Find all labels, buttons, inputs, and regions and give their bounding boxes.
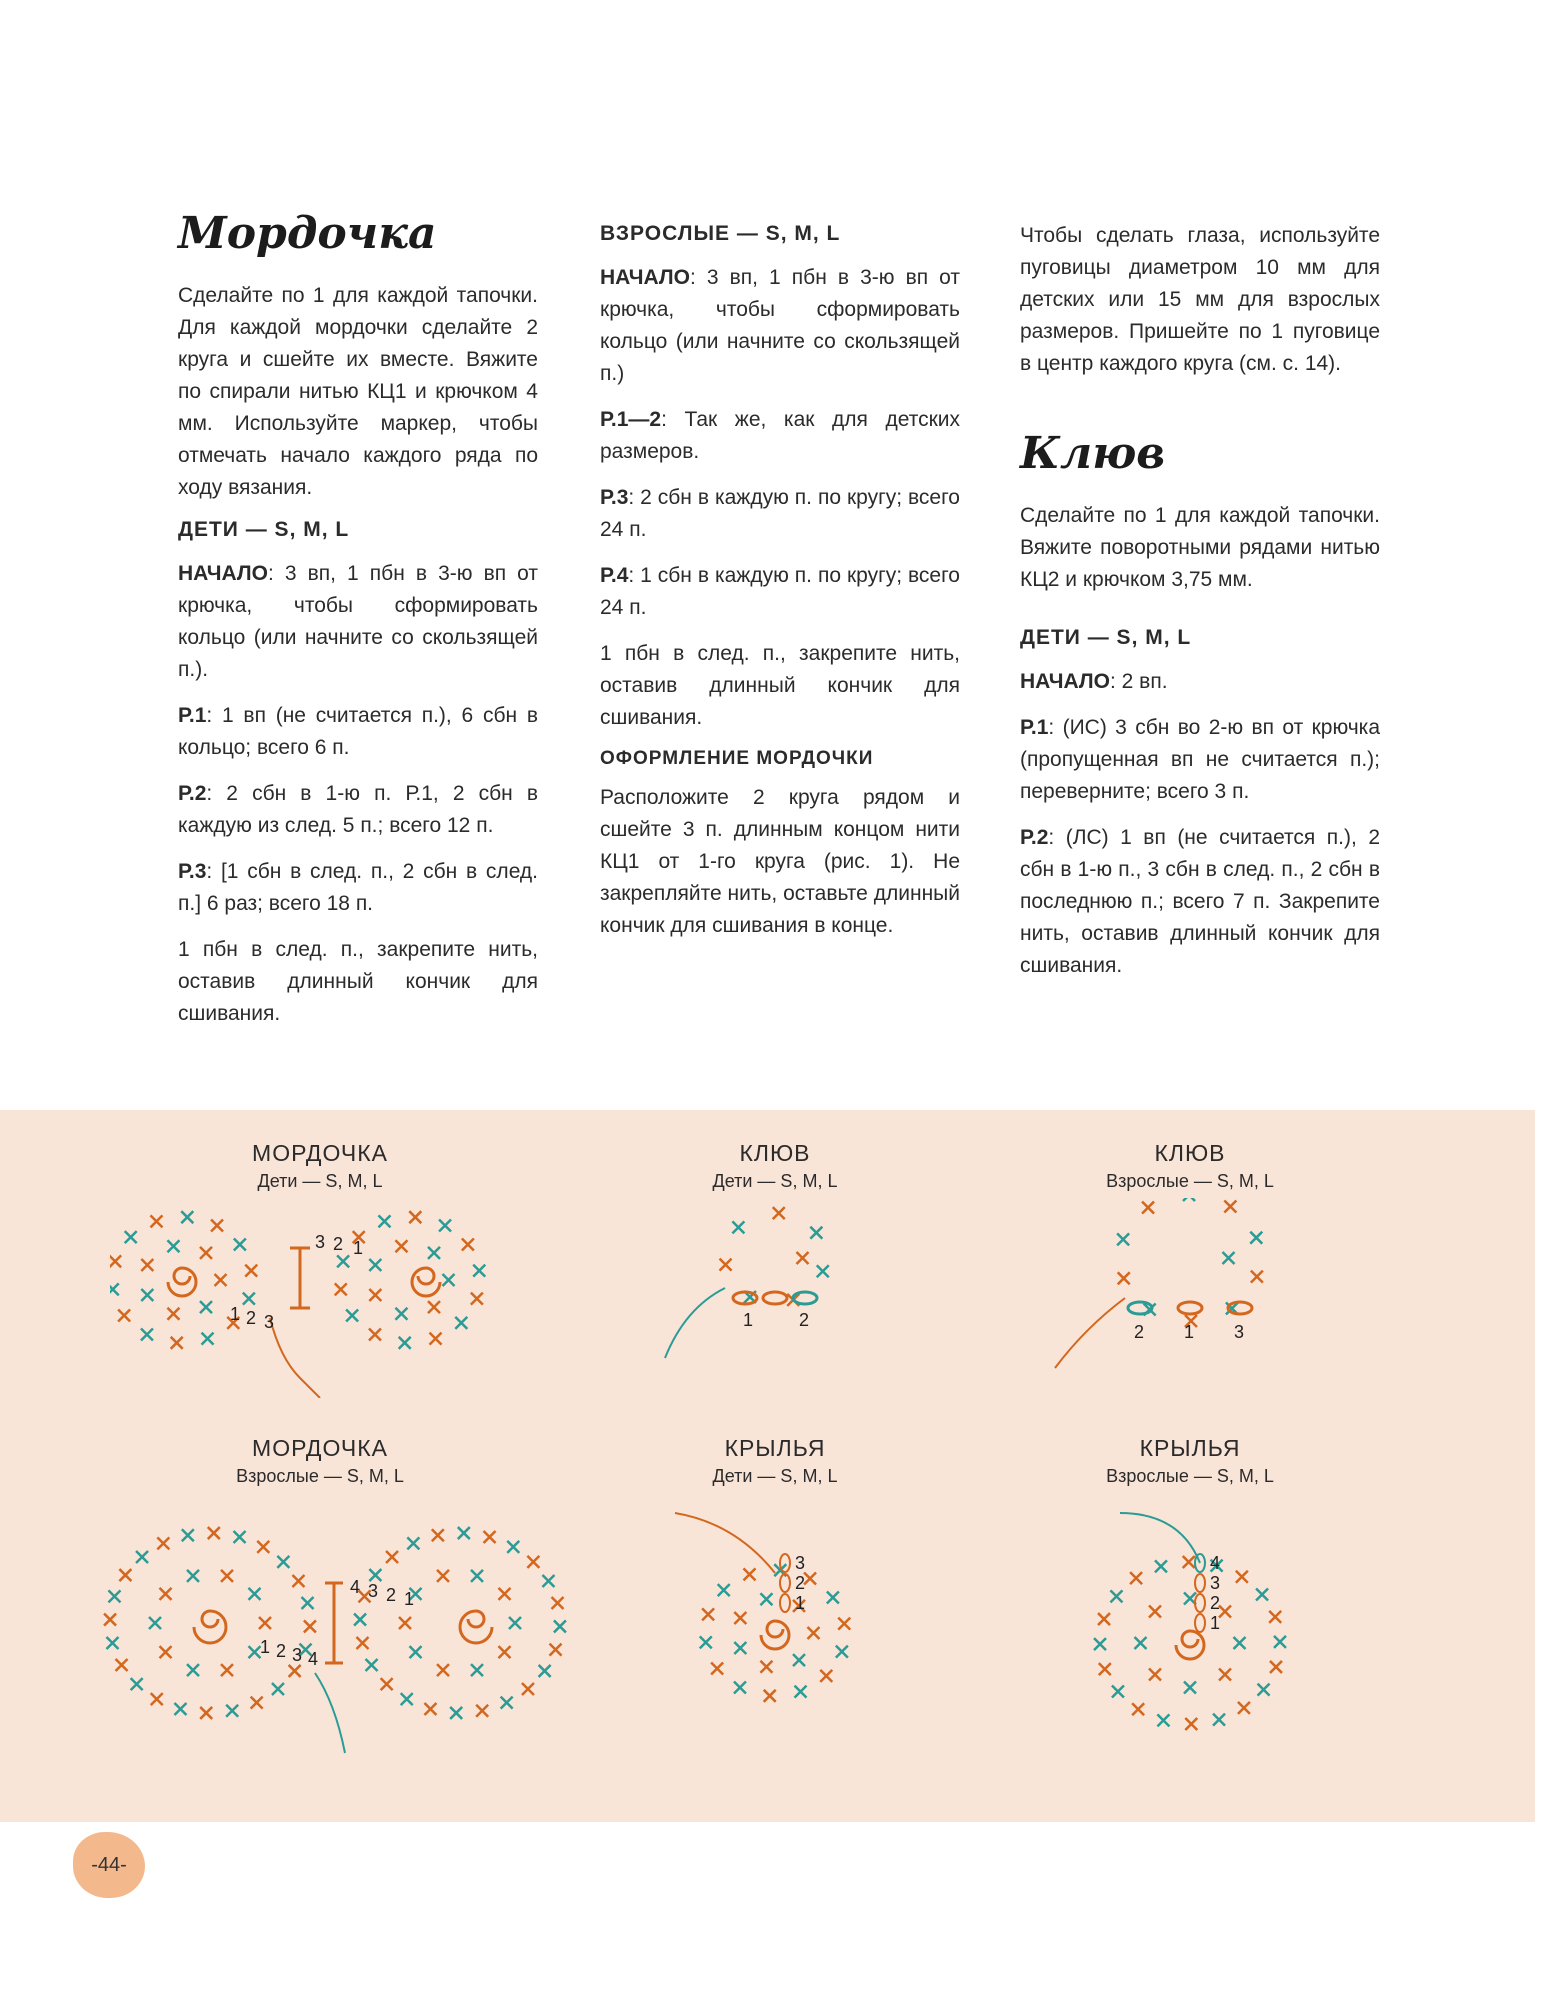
stitch-mark-icon xyxy=(820,1670,832,1682)
spiral-icon xyxy=(1176,1631,1204,1659)
stitch-mark-icon xyxy=(1183,1198,1195,1201)
stitch-mark-icon xyxy=(125,1231,137,1243)
diagram-title: МОРДОЧКА xyxy=(252,1140,388,1166)
row-label: 2 xyxy=(333,1234,344,1254)
stitch-mark-icon xyxy=(760,1661,772,1673)
stitch-mark-icon xyxy=(248,1588,260,1600)
stitch-mark-icon xyxy=(702,1608,714,1620)
stitch-mark-icon xyxy=(522,1683,534,1695)
stitch-mark-icon xyxy=(1183,1556,1195,1568)
stitch-mark-icon xyxy=(221,1664,233,1676)
stitch-mark-icon xyxy=(1270,1661,1282,1673)
stitch-mark-icon xyxy=(793,1654,805,1666)
row-label: 1 xyxy=(743,1310,754,1330)
spiral-right-icon xyxy=(412,1268,440,1296)
diagram-subtitle: Дети — S, M, L xyxy=(257,1171,383,1191)
stitch-mark-icon xyxy=(410,1646,422,1658)
stitch-mark-icon xyxy=(181,1211,193,1223)
subheading-assembly: ОФОРМЛЕНИЕ МОРДОЧКИ xyxy=(600,748,874,769)
stitch-mark-icon xyxy=(1238,1702,1250,1714)
stitch-mark-icon xyxy=(817,1265,829,1277)
stitch-mark-icon xyxy=(732,1221,744,1233)
stitch-mark-icon xyxy=(718,1584,730,1596)
stitch-mark-icon xyxy=(1274,1636,1286,1648)
stitch-mark-icon xyxy=(432,1529,444,1541)
stitch-mark-icon xyxy=(424,1703,436,1715)
stitch-mark-icon xyxy=(1149,1605,1161,1617)
diagram-face-adults xyxy=(100,1435,540,1763)
diagram-subtitle: Взрослые — S, M, L xyxy=(236,1466,404,1486)
diagram-face-kids xyxy=(100,1140,540,1398)
stitch-mark-icon xyxy=(149,1617,161,1629)
spiral-left-icon xyxy=(194,1611,226,1643)
stitch-mark-icon xyxy=(1118,1272,1130,1284)
stitch-mark-icon xyxy=(304,1620,316,1632)
section-title-klyuv: Клюв xyxy=(1020,428,1166,479)
stitch-mark-icon xyxy=(110,1283,119,1295)
diagram-subtitle: Взрослые — S, M, L xyxy=(1106,1171,1274,1191)
stitch-mark-icon xyxy=(234,1239,246,1251)
stitch-mark-icon xyxy=(1213,1714,1225,1726)
stitch-mark-icon xyxy=(187,1570,199,1582)
column-right xyxy=(1020,220,1380,996)
stitch-mark-icon xyxy=(187,1664,199,1676)
stitch-mark-icon xyxy=(378,1215,390,1227)
circle-left-stitches xyxy=(104,1527,319,1719)
beak-stitches xyxy=(1117,1198,1263,1327)
stitch-mark-icon xyxy=(118,1309,130,1321)
stitch-mark-icon xyxy=(509,1617,521,1629)
stitch-mark-icon xyxy=(407,1537,419,1549)
stitch-mark-icon xyxy=(450,1707,462,1719)
stitch-mark-icon xyxy=(167,1240,179,1252)
stitch-mark-icon xyxy=(277,1556,289,1568)
yarn-tail-icon xyxy=(675,1513,775,1573)
stitch-mark-icon xyxy=(234,1531,246,1543)
stitch-mark-icon xyxy=(248,1646,260,1658)
crochet-chart-face-adults xyxy=(100,1493,600,1763)
stitch-mark-icon xyxy=(437,1570,449,1582)
row-label: 3 xyxy=(1210,1573,1221,1593)
row-label: 2 xyxy=(1134,1322,1145,1342)
row-label: 3 xyxy=(795,1553,806,1573)
row-label: 3 xyxy=(368,1581,379,1601)
stitch-mark-icon xyxy=(1258,1684,1270,1696)
stitch-mark-icon xyxy=(1250,1232,1262,1244)
stitch-mark-icon xyxy=(1098,1613,1110,1625)
stitch-mark-icon xyxy=(455,1317,467,1329)
stitch-mark-icon xyxy=(366,1659,378,1671)
stitch-mark-icon xyxy=(734,1612,746,1624)
stitch-mark-icon xyxy=(1251,1271,1263,1283)
stitch-mark-icon xyxy=(1112,1686,1124,1698)
stitch-mark-icon xyxy=(1236,1571,1248,1583)
crochet-chart-wings-kids xyxy=(615,1493,935,1793)
instruction-end: 1 пбн в след. п., закрепите нить, оставив длинный кончик для сшивания. xyxy=(600,642,960,729)
diagram-subtitle: Дети — S, M, L xyxy=(712,1466,838,1486)
stitch-mark-icon xyxy=(458,1527,470,1539)
row-label: 4 xyxy=(308,1649,319,1669)
stitch-mark-icon xyxy=(1269,1611,1281,1623)
stitch-mark-icon xyxy=(106,1637,118,1649)
stitch-mark-icon xyxy=(797,1252,809,1264)
stitch-mark-icon xyxy=(1135,1637,1147,1649)
stitch-mark-icon xyxy=(211,1219,223,1231)
diagram-wings-kids xyxy=(555,1435,995,1793)
stitch-mark-icon xyxy=(200,1707,212,1719)
crochet-chart-wings-adults xyxy=(1030,1493,1350,1803)
stitch-mark-icon xyxy=(369,1259,381,1271)
row-label: 1 xyxy=(1210,1613,1221,1633)
stitch-mark-icon xyxy=(476,1705,488,1717)
instruction-start: НАЧАЛО: 2 вп. xyxy=(1020,670,1168,694)
stitch-mark-icon xyxy=(251,1697,263,1709)
stitch-mark-icon xyxy=(700,1636,712,1648)
wing-stitches xyxy=(700,1564,850,1702)
stitch-mark-icon xyxy=(245,1265,257,1277)
stitch-mark-icon xyxy=(221,1570,233,1582)
stitch-mark-icon xyxy=(354,1614,366,1626)
seam-bracket-icon xyxy=(325,1583,343,1663)
spiral-icon xyxy=(761,1621,789,1649)
stitch-mark-icon xyxy=(804,1572,816,1584)
heading-kids: ДЕТИ — S, M, L xyxy=(1020,626,1192,650)
instruction-row-2: Р.2: (ЛС) 1 вп (не считается п.), 2 сбн в 1-ю п., 3 сбн в след. п., 2 сбн в последнюю п.; всего 7 п. Закрепите нить, оставив длинный кончик для сшивания. xyxy=(1020,826,1380,978)
stitch-mark-icon xyxy=(473,1265,485,1277)
stitch-mark-icon xyxy=(369,1289,381,1301)
stitch-mark-icon xyxy=(734,1682,746,1694)
stitch-mark-icon xyxy=(1223,1252,1235,1264)
row-label: 1 xyxy=(795,1593,806,1613)
stitch-mark-icon xyxy=(157,1537,169,1549)
stitch-mark-icon xyxy=(141,1289,153,1301)
stitch-mark-icon xyxy=(1094,1638,1106,1650)
row-label: 3 xyxy=(1234,1322,1245,1342)
stitch-mark-icon xyxy=(202,1333,214,1345)
assembly-paragraph: Расположите 2 круга рядом и сшейте 3 п. длинным концом нити КЦ1 от 1-го круга (рис. 1). Не закрепляйте нить, оставьте длинный кончик для сшивания в конце. xyxy=(600,786,960,937)
yarn-tail-icon xyxy=(665,1288,725,1358)
stitch-mark-icon xyxy=(226,1705,238,1717)
stitch-mark-icon xyxy=(200,1301,212,1313)
stitch-mark-icon xyxy=(743,1568,755,1580)
stitch-mark-icon xyxy=(160,1646,172,1658)
stitch-mark-icon xyxy=(1130,1572,1142,1584)
stitch-mark-icon xyxy=(272,1683,284,1695)
stitch-mark-icon xyxy=(471,1570,483,1582)
wing-stitches xyxy=(1094,1556,1286,1730)
stitch-mark-icon xyxy=(1224,1201,1236,1213)
stitch-mark-icon xyxy=(498,1646,510,1658)
stitch-mark-icon xyxy=(527,1556,539,1568)
row-label: 2 xyxy=(276,1641,287,1661)
stitch-mark-icon xyxy=(498,1588,510,1600)
stitch-mark-icon xyxy=(200,1247,212,1259)
row-label: 1 xyxy=(230,1304,241,1324)
stitch-mark-icon xyxy=(428,1247,440,1259)
stitch-mark-icon xyxy=(108,1590,120,1602)
instruction-row-2: Р.2: 2 сбн в 1-ю п. Р.1, 2 сбн в каждую из след. 5 п.; всего 12 п. xyxy=(178,782,538,838)
stitch-mark-icon xyxy=(337,1255,349,1267)
diagram-wings-adults xyxy=(970,1435,1410,1803)
row-label: 2 xyxy=(246,1308,257,1328)
crochet-chart-beak-kids xyxy=(625,1198,925,1398)
stitch-mark-icon xyxy=(395,1308,407,1320)
heading-adults: ВЗРОСЛЫЕ — S, M, L xyxy=(600,222,841,245)
row-label: 1 xyxy=(260,1637,271,1657)
stitch-mark-icon xyxy=(1219,1669,1231,1681)
diagram-subtitle: Взрослые — S, M, L xyxy=(1106,1466,1274,1486)
column-middle xyxy=(600,210,960,956)
spiral-left-icon xyxy=(168,1268,196,1296)
stitch-mark-icon xyxy=(1157,1714,1169,1726)
diagram-band xyxy=(0,1110,1535,1822)
stitch-mark-icon xyxy=(395,1240,407,1252)
diagram-title: МОРДОЧКА xyxy=(252,1435,388,1461)
stitch-mark-icon xyxy=(292,1575,304,1587)
yarn-tail-icon xyxy=(315,1673,345,1753)
yarn-tail-icon xyxy=(270,1318,320,1398)
diagram-title: КРЫЛЬЯ xyxy=(724,1435,826,1461)
row-label: 2 xyxy=(799,1310,810,1330)
stitch-mark-icon xyxy=(1234,1637,1246,1649)
stitch-mark-icon xyxy=(116,1659,128,1671)
stitch-mark-icon xyxy=(1219,1605,1231,1617)
stitch-mark-icon xyxy=(1185,1718,1197,1730)
row-label: 2 xyxy=(795,1573,806,1593)
stitch-mark-icon xyxy=(711,1662,723,1674)
stitch-mark-icon xyxy=(1256,1588,1268,1600)
stitch-mark-icon xyxy=(1155,1560,1167,1572)
stitch-mark-icon xyxy=(369,1329,381,1341)
stitch-mark-icon xyxy=(346,1309,358,1321)
page-number: -44- xyxy=(73,1832,145,1898)
row-label: 1 xyxy=(353,1238,364,1258)
stitch-mark-icon xyxy=(399,1337,411,1349)
stitch-mark-icon xyxy=(484,1531,496,1543)
stitch-mark-icon xyxy=(501,1697,513,1709)
stitch-mark-icon xyxy=(215,1274,227,1286)
eyes-paragraph: Чтобы сделать глаза, используйте пуговицы диаметром 10 мм для детских или 15 мм для взрослых размеров. Пришейте по 1 пуговице в центр каждого круга (см. с. 14). xyxy=(1020,224,1380,375)
stitch-mark-icon xyxy=(808,1627,820,1639)
stitch-mark-icon xyxy=(1110,1590,1122,1602)
stitch-mark-icon xyxy=(428,1301,440,1313)
stitch-mark-icon xyxy=(386,1551,398,1563)
stitch-mark-icon xyxy=(131,1678,143,1690)
stitch-mark-icon xyxy=(471,1664,483,1676)
row-label: 3 xyxy=(292,1645,303,1665)
stitch-mark-icon xyxy=(289,1665,301,1677)
stitch-mark-icon xyxy=(259,1617,271,1629)
heading-kids: ДЕТИ — S, M, L xyxy=(178,518,350,542)
stitch-mark-icon xyxy=(1117,1233,1129,1245)
diagram-beak-adults xyxy=(970,1140,1410,1398)
instruction-row-1-2: Р.1—2: Так же, как для детских размеров. xyxy=(600,408,960,463)
stitch-mark-icon xyxy=(110,1255,121,1267)
circle-left-stitches xyxy=(110,1211,257,1349)
crochet-chart-face-kids xyxy=(110,1198,530,1398)
stitch-mark-icon xyxy=(257,1541,269,1553)
stitch-mark-icon xyxy=(439,1219,451,1231)
stitch-mark-icon xyxy=(171,1337,183,1349)
instruction-row-4: Р.4: 1 сбн в каждую п. по кругу; всего 24 п. xyxy=(600,564,960,619)
stitch-mark-icon xyxy=(119,1569,131,1581)
crochet-chart-beak-adults xyxy=(1030,1198,1350,1398)
beak-intro: Сделайте по 1 для каждой тапочки. Вяжите поворотными рядами нитью КЦ2 и крючком 3,75 мм. xyxy=(1020,504,1380,592)
stitch-mark-icon xyxy=(356,1637,368,1649)
stitch-mark-icon xyxy=(141,1329,153,1341)
stitch-mark-icon xyxy=(208,1527,220,1539)
stitch-mark-icon xyxy=(437,1664,449,1676)
stitch-mark-icon xyxy=(302,1597,314,1609)
stitch-mark-icon xyxy=(810,1227,822,1239)
stitch-mark-icon xyxy=(836,1646,848,1658)
stitch-mark-icon xyxy=(827,1592,839,1604)
intro-paragraph: Сделайте по 1 для каждой тапочки. Для каждой мордочки сделайте 2 круга и сшейте их вместе. Вяжите по спирали нитью КЦ1 и крючком 4 мм. Используйте маркер, чтобы отмечать начало каждого ряда по ходу вязания. xyxy=(178,284,538,500)
seam-bracket-icon xyxy=(290,1248,310,1308)
instruction-start: НАЧАЛО: 3 вп, 1 пбн в 3-ю вп от крючка, чтобы сформировать кольцо (или начните со скользящей п.). xyxy=(178,562,538,682)
diagram-subtitle: Дети — S, M, L xyxy=(712,1171,838,1191)
stitch-mark-icon xyxy=(720,1259,732,1271)
stitch-mark-icon xyxy=(174,1703,186,1715)
row-label: 2 xyxy=(1210,1593,1221,1613)
stitch-mark-icon xyxy=(443,1274,455,1286)
row-label: 3 xyxy=(264,1312,275,1332)
circle-right-stitches xyxy=(335,1211,485,1349)
instruction-end: 1 пбн в след. п., закрепите нить, оставив длинный кончик для сшивания. xyxy=(178,938,538,1026)
stitch-mark-icon xyxy=(182,1529,194,1541)
row-label: 4 xyxy=(1210,1553,1221,1573)
stitch-mark-icon xyxy=(430,1333,442,1345)
stitch-mark-icon xyxy=(369,1569,381,1581)
stitch-mark-icon xyxy=(150,1215,162,1227)
stitch-mark-icon xyxy=(462,1239,474,1251)
diagram-title: КЛЮВ xyxy=(739,1140,811,1166)
stitch-mark-icon xyxy=(507,1541,519,1553)
stitch-mark-icon xyxy=(1099,1663,1111,1675)
instruction-row-3: Р.3: 2 сбн в каждую п. по кругу; всего 24 п. xyxy=(600,486,960,541)
stitch-mark-icon xyxy=(539,1665,551,1677)
stitch-mark-icon xyxy=(1149,1669,1161,1681)
stitch-mark-icon xyxy=(1132,1703,1144,1715)
diagram-title: КЛЮВ xyxy=(1154,1140,1226,1166)
stitch-mark-icon xyxy=(471,1293,483,1305)
diagram-title: КРЫЛЬЯ xyxy=(1139,1435,1241,1461)
stitch-mark-icon xyxy=(795,1686,807,1698)
stitch-mark-icon xyxy=(335,1283,347,1295)
row-label: 1 xyxy=(404,1589,415,1609)
section-title-mordochka: Мордочка xyxy=(178,208,437,259)
diagram-beak-kids xyxy=(555,1140,995,1398)
stitch-mark-icon xyxy=(243,1293,255,1305)
row-label: 3 xyxy=(315,1232,326,1252)
stitch-mark-icon xyxy=(381,1678,393,1690)
stitch-mark-icon xyxy=(734,1642,746,1654)
instruction-row-1: Р.1: 1 вп (не считается п.), 6 сбн в кольцо; всего 6 п. xyxy=(178,704,538,760)
stitch-mark-icon xyxy=(104,1614,116,1626)
stitch-mark-icon xyxy=(167,1308,179,1320)
stitch-mark-icon xyxy=(1184,1682,1196,1694)
instruction-row-3: Р.3: [1 сбн в след. п., 2 сбн в след. п.] 6 раз; всего 18 п. xyxy=(178,860,538,916)
column-left xyxy=(178,210,538,1044)
stitch-mark-icon xyxy=(764,1690,776,1702)
stitch-mark-icon xyxy=(760,1593,772,1605)
stitch-mark-icon xyxy=(160,1588,172,1600)
yarn-tail-icon xyxy=(1055,1298,1125,1368)
stitch-mark-icon xyxy=(151,1693,163,1705)
stitch-mark-icon xyxy=(542,1575,554,1587)
stitch-mark-icon xyxy=(401,1693,413,1705)
row-label: 4 xyxy=(350,1577,361,1597)
stitch-mark-icon xyxy=(399,1617,411,1629)
stitch-mark-icon xyxy=(1142,1202,1154,1214)
stitch-mark-icon xyxy=(409,1211,421,1223)
spiral-right-icon xyxy=(460,1611,492,1643)
instruction-row-1: Р.1: (ИС) 3 сбн во 2-ю вп от крючка (пропущенная вп не считается п.); переверните; всего 3 п. xyxy=(1020,716,1380,804)
stitch-mark-icon xyxy=(136,1551,148,1563)
instruction-start: НАЧАЛО: 3 вп, 1 пбн в 3-ю вп от крючка, чтобы сформировать кольцо (или начните со скользящей п.) xyxy=(600,266,960,385)
yarn-tail-icon xyxy=(1120,1513,1200,1563)
stitch-mark-icon xyxy=(141,1259,153,1271)
stitch-mark-icon xyxy=(838,1618,850,1630)
row-label: 1 xyxy=(1184,1322,1195,1342)
row-label: 2 xyxy=(386,1585,397,1605)
stitch-mark-icon xyxy=(773,1207,785,1219)
